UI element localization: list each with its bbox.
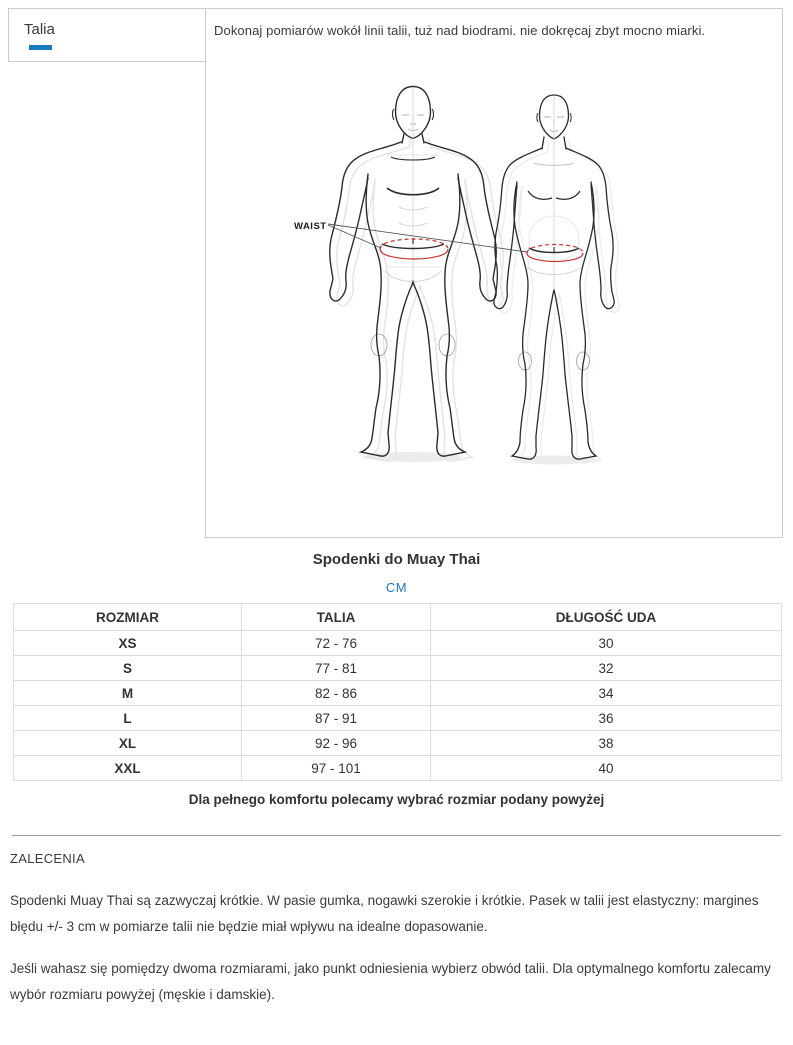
waist-cell: 82 - 86: [242, 681, 431, 706]
tab-talia[interactable]: [8, 8, 205, 62]
table-row: [14, 631, 782, 656]
size-cell: XS: [14, 631, 242, 656]
recommendation-paragraph-2: Jeśli wahasz się pomiędzy dwoma rozmiarami, jako punkt odniesienia wybierz obwód talii. Dla optymalnego komfortu zalecamy wybór rozmiaru powyżej (męskie i damskie).: [10, 961, 771, 1002]
recommendation-paragraph-1: Spodenki Muay Thai są zazwyczaj krótkie. W pasie gumka, nogawki szerokie i krótkie. Pasek w talii jest elastyczny: margines błędu +/- 3 cm w pomiarze talii nie będzie miał wpływu na idealne dopasowanie.: [10, 893, 759, 934]
tab-active-indicator: [29, 45, 52, 50]
header-dlugosc-uda: DŁUGOŚĆ UDA: [431, 604, 782, 631]
waist-cell: 77 - 81: [242, 656, 431, 681]
recommendations-heading: ZALECENIA: [10, 851, 85, 866]
table-row: [14, 706, 782, 731]
waist-cell: 72 - 76: [242, 631, 431, 656]
measurement-diagram: [281, 71, 681, 491]
size-cell: S: [14, 656, 242, 681]
size-cell: XL: [14, 731, 242, 756]
waist-label: WAIST: [294, 221, 327, 232]
waist-cell: 87 - 91: [242, 706, 431, 731]
male-figure: [330, 87, 497, 457]
tab-talia-label: Talia: [24, 21, 55, 38]
size-cell: L: [14, 706, 242, 731]
table-row: [14, 656, 782, 681]
table-row: [14, 756, 782, 781]
table-row: [14, 681, 782, 706]
table-row: [14, 731, 782, 756]
thigh-cell: 38: [431, 731, 782, 756]
instruction-text: Dokonaj pomiarów wokół linii talii, tuż nad biodrami. nie dokręcaj zbyt mocno miarki.: [214, 23, 706, 38]
thigh-cell: 34: [431, 681, 782, 706]
unit-toggle[interactable]: CM: [385, 580, 408, 595]
table-header-row: [14, 604, 782, 631]
section-divider: [12, 835, 781, 836]
female-figure: [494, 95, 614, 459]
waist-cell: 92 - 96: [242, 731, 431, 756]
thigh-cell: 36: [431, 706, 782, 731]
thigh-cell: 32: [431, 656, 782, 681]
thigh-cell: 40: [431, 756, 782, 781]
size-cell: XXL: [14, 756, 242, 781]
product-title: Spodenki do Muay Thai: [312, 551, 481, 568]
waist-cell: 97 - 101: [242, 756, 431, 781]
recommendations-section: [10, 851, 782, 1008]
header-rozmiar: ROZMIAR: [14, 604, 242, 631]
header-talia: TALIA: [242, 604, 431, 631]
measurement-panel: [205, 8, 783, 538]
size-cell: M: [14, 681, 242, 706]
size-table: [13, 603, 782, 781]
fit-note: Dla pełnego komfortu polecamy wybrać rozmiar podany powyżej: [188, 792, 605, 807]
thigh-cell: 30: [431, 631, 782, 656]
